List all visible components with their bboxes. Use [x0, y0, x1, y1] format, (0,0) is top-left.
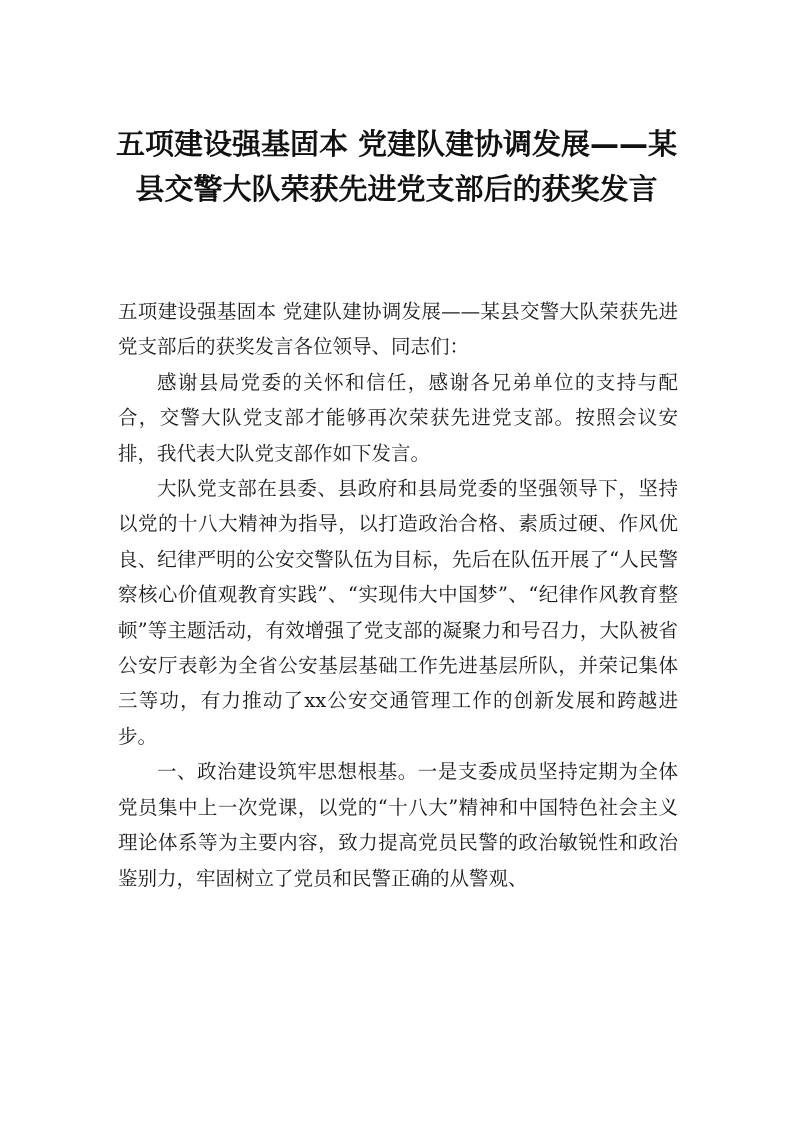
salutation-paragraph: 五项建设强基固本 党建队建协调发展——某县交警大队荣获先进党支部后的获奖发言各位领导、同志们： — [118, 300, 678, 359]
thanks-paragraph: 感谢县局党委的关怀和信任，感谢各兄弟单位的支持与配合，交警大队党支部才能够再次荣获先进党支部。按照会议安排，我代表大队党支部作如下发言。 — [118, 370, 678, 465]
overview-paragraph: 大队党支部在县委、县政府和县局党委的坚强领导下，坚持以党的十八大精神为指导，以打造政治合格、素质过硬、作风优良、纪律严明的公安交警队伍为目标，先后在队伍开展了“人民警察核心价值观教育实践”、“实现伟大中国梦”、“纪律作风教育整顿”等主题活动，有效增强了党支部的凝聚力和号召力，大队被省公安厅表彰为全省公安基层基础工作先进基层所队，并荣记集体三等功，有力推动了xx公安交通管理工作的创新发展和跨越进步。 — [118, 477, 678, 748]
document-title: 五项建设强基固本 党建队建协调发展——某县交警大队荣获先进党支部后的获奖发言 — [115, 127, 678, 206]
political-building-paragraph: 一、政治建设筑牢思想根基。一是支委成员坚持定期为全体党员集中上一次党课，以党的“十八大”精神和中国特色社会主义理论体系等为主要内容，致力提高党员民警的政治敏锐性和政治鉴别力，牢固树立了党员和民警正确的从警观、 — [118, 760, 678, 890]
document-body — [118, 294, 678, 896]
